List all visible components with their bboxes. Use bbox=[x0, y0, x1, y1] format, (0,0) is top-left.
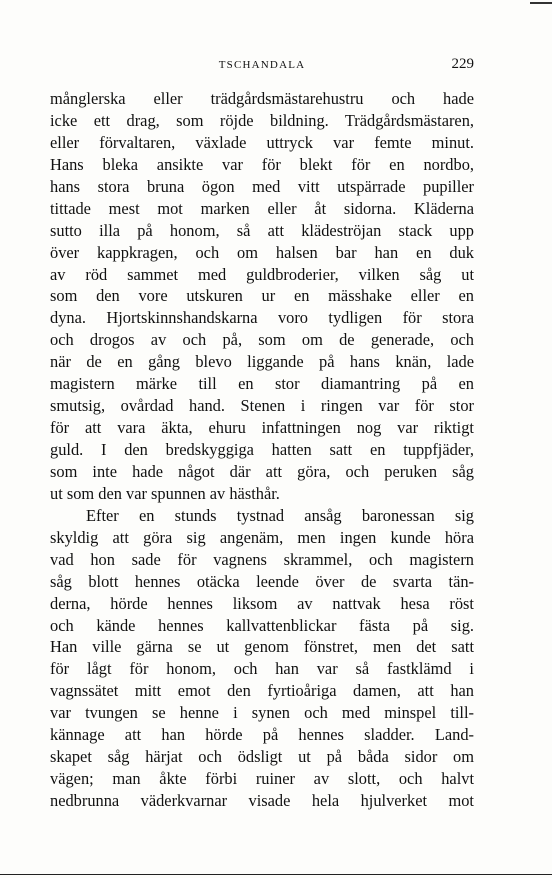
text-line: Han ville gärna se ut genom fönstret, men det satt bbox=[50, 637, 474, 657]
text-line-paragraph-end: ut som den var spunnen av hästhår. bbox=[50, 483, 280, 503]
text-line: kännage att han hörde på hennes sladder. Land- bbox=[50, 725, 474, 745]
page-number: 229 bbox=[451, 56, 474, 72]
edge-mark bbox=[530, 2, 552, 4]
text-line: dyna. Hjortskinnshandskarna voro tydligen för stora bbox=[50, 308, 474, 328]
text-line: vad hon sade för vagnens skrammel, och magistern bbox=[50, 549, 474, 569]
text-line-paragraph-start: Efter en stunds tystnad ansåg baronessan sig bbox=[86, 505, 474, 525]
text-line: vagnssätet mitt emot den fyrtioåriga damen, att han bbox=[50, 681, 474, 701]
text-line: för lågt för honom, och han var så fastklämd i bbox=[50, 659, 474, 679]
text-line: vägen; man åkte förbi ruiner av slott, och halvt bbox=[50, 769, 474, 789]
text-line: tittade mest mot marken eller åt sidorna. Kläderna bbox=[50, 198, 474, 218]
text-line: Hans bleka ansikte var för blekt för en nordbo, bbox=[50, 154, 474, 174]
text-line: sutto illa på honom, så att klädeströjan stack upp bbox=[50, 220, 474, 240]
text-line: månglerska eller trädgårdsmästarehustru och hade bbox=[50, 89, 474, 108]
text-line: smutsig, ovårdad hand. Stenen i ringen var för stor bbox=[50, 396, 474, 416]
running-title: TSCHANDALA bbox=[218, 59, 306, 71]
text-line: icke ett drag, som röjde bildning. Trädgårdsmästaren, bbox=[50, 110, 474, 130]
text-line: över kappkragen, och om halsen bar han en duk bbox=[50, 242, 474, 262]
text-line: av röd sammet med guldbroderier, vilken såg ut bbox=[50, 264, 474, 284]
text-line: derna, hörde hennes liksom av nattvak hesa röst bbox=[50, 593, 474, 613]
text-line: och kände hennes kallvattenblickar fästa på sig. bbox=[50, 615, 474, 635]
page-header bbox=[50, 56, 474, 76]
text-line: eller förvaltaren, växlade uttryck var femte minut. bbox=[50, 132, 474, 152]
text-line: var tvungen se henne i synen och med minspel till- bbox=[50, 703, 474, 723]
text-line: för att vara äkta, ehuru infattningen nog var riktigt bbox=[50, 418, 474, 438]
text-line: och drogos av och på, som om de generade, och bbox=[50, 330, 474, 350]
text-line: skapet såg härjat och ödsligt ut på båda sidor om bbox=[50, 747, 474, 767]
text-line: som den vore utskuren ur en mässhake eller en bbox=[50, 286, 474, 306]
text-line: såg blott hennes otäcka leende över de svarta tän- bbox=[50, 571, 474, 591]
text-line: som inte hade något där att göra, och peruken såg bbox=[50, 461, 474, 481]
text-line: guld. I den bredskyggiga hatten satt en tuppfjäder, bbox=[50, 440, 474, 459]
body-text bbox=[50, 88, 474, 812]
text-line: nedbrunna väderkvarnar visade hela hjulverket mot bbox=[50, 791, 474, 810]
text-line: magistern märke till en stor diamantring på en bbox=[50, 374, 474, 394]
page-edge-line bbox=[0, 874, 552, 875]
text-line: skyldig att göra sig angenäm, men ingen kunde höra bbox=[50, 527, 474, 547]
text-line: när de en gång blevo liggande på hans knän, lade bbox=[50, 352, 474, 372]
text-line: hans stora bruna ögon med vitt utspärrade pupiller bbox=[50, 176, 474, 196]
